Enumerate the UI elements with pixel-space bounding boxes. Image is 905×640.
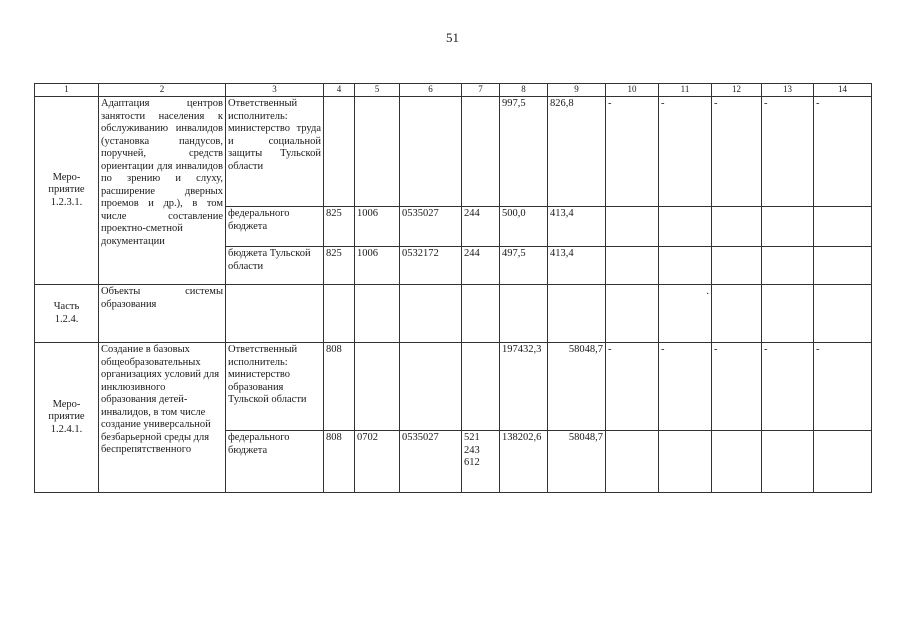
measure-code: Меро- приятие 1.2.3.1. [35, 97, 99, 285]
measure-description: Создание в базовых общеобразовательных организациях условий для инклюзивного образования детей-инвалидов, в том числе создание универсальной безбарьерной среды для беспрепятственного [99, 343, 226, 493]
dash-cell: - [712, 343, 762, 431]
header-cell: 6 [400, 84, 462, 97]
code-cell: 0535027 [400, 207, 462, 247]
table-row [35, 285, 872, 343]
table-cell [814, 285, 872, 343]
header-cell: 12 [712, 84, 762, 97]
dash-cell: - [814, 97, 872, 207]
amount-cell: 138202,6 [500, 431, 548, 493]
header-cell: 2 [99, 84, 226, 97]
table-cell [606, 247, 659, 285]
table-cell [400, 285, 462, 343]
table-cell [712, 285, 762, 343]
table-cell [762, 247, 814, 285]
header-cell: 4 [324, 84, 355, 97]
table-cell [659, 247, 712, 285]
code-cell: 521 243 612 [462, 431, 500, 493]
code-cell: 825 [324, 207, 355, 247]
executor-cell: Ответственный исполнитель: министерство труда и социальной защиты Тульской области [226, 97, 324, 207]
table-cell [400, 97, 462, 207]
table-row [35, 343, 872, 431]
header-cell: 3 [226, 84, 324, 97]
table-cell [355, 97, 400, 207]
table-cell [606, 207, 659, 247]
amount-cell: 826,8 [548, 97, 606, 207]
dash-cell: - [762, 343, 814, 431]
header-cell: 11 [659, 84, 712, 97]
table-cell [762, 285, 814, 343]
table-cell [462, 97, 500, 207]
table-cell [548, 285, 606, 343]
code-cell: 244 [462, 207, 500, 247]
page-number: 51 [446, 30, 459, 45]
table-cell [762, 207, 814, 247]
dash-cell: - [659, 343, 712, 431]
table-cell [400, 343, 462, 431]
table-cell [814, 431, 872, 493]
dash-cell: - [762, 97, 814, 207]
header-cell: 5 [355, 84, 400, 97]
funding-source: бюджета Тульской области [226, 247, 324, 285]
header-cell: 14 [814, 84, 872, 97]
part-title: Объекты системы образования [99, 285, 226, 343]
measure-description: Адаптация центров занятости населения к обслуживанию инвалидов (установка пандусов, поручней, средств ориентации для инвалидов по зрению и слуху, расширение дверных проемов и др.), в том числе составление проектно-сметной документации [99, 97, 226, 285]
table-cell [324, 97, 355, 207]
amount-cell: 500,0 [500, 207, 548, 247]
table-cell [712, 247, 762, 285]
dash-cell: - [659, 97, 712, 207]
amount-cell: 197432,3 [500, 343, 548, 431]
amount-cell: 58048,7 [548, 343, 606, 431]
table-cell [762, 431, 814, 493]
dash-cell: - [712, 97, 762, 207]
table-cell [814, 207, 872, 247]
table-cell [324, 285, 355, 343]
code-cell: 0532172 [400, 247, 462, 285]
code-cell: 0535027 [400, 431, 462, 493]
table-cell [462, 285, 500, 343]
header-cell: 1 [35, 84, 99, 97]
table-cell [355, 285, 400, 343]
funding-source: федерального бюджета [226, 207, 324, 247]
amount-cell: 997,5 [500, 97, 548, 207]
header-cell: 8 [500, 84, 548, 97]
amount-cell: 58048,7 [548, 431, 606, 493]
measure-code: Меро- приятие 1.2.4.1. [35, 343, 99, 493]
funding-source: федерального бюджета [226, 431, 324, 493]
table-cell [712, 431, 762, 493]
header-cell: 10 [606, 84, 659, 97]
table-cell [659, 431, 712, 493]
code-cell: 808 [324, 343, 355, 431]
table-cell [814, 247, 872, 285]
code-cell: 244 [462, 247, 500, 285]
code-cell: 1006 [355, 247, 400, 285]
table-cell [606, 431, 659, 493]
program-table [34, 83, 872, 493]
code-cell: 808 [324, 431, 355, 493]
header-row [35, 84, 872, 97]
amount-cell: 413,4 [548, 207, 606, 247]
dash-cell: - [606, 343, 659, 431]
code-cell: 0702 [355, 431, 400, 493]
table-cell [606, 285, 659, 343]
header-cell: 7 [462, 84, 500, 97]
table-cell [500, 285, 548, 343]
code-cell: 1006 [355, 207, 400, 247]
dash-cell: - [606, 97, 659, 207]
amount-cell: 413,4 [548, 247, 606, 285]
code-cell: 825 [324, 247, 355, 285]
table-cell [226, 285, 324, 343]
table-cell [659, 207, 712, 247]
dash-cell: - [814, 343, 872, 431]
amount-cell: 497,5 [500, 247, 548, 285]
executor-cell: Ответственный исполнитель: министерство образования Тульской области [226, 343, 324, 431]
table-cell [355, 343, 400, 431]
table-cell [462, 343, 500, 431]
header-cell: 9 [548, 84, 606, 97]
table-cell [712, 207, 762, 247]
table-cell: . [659, 285, 712, 343]
header-cell: 13 [762, 84, 814, 97]
part-code: Часть 1.2.4. [35, 285, 99, 343]
table-row [35, 97, 872, 207]
